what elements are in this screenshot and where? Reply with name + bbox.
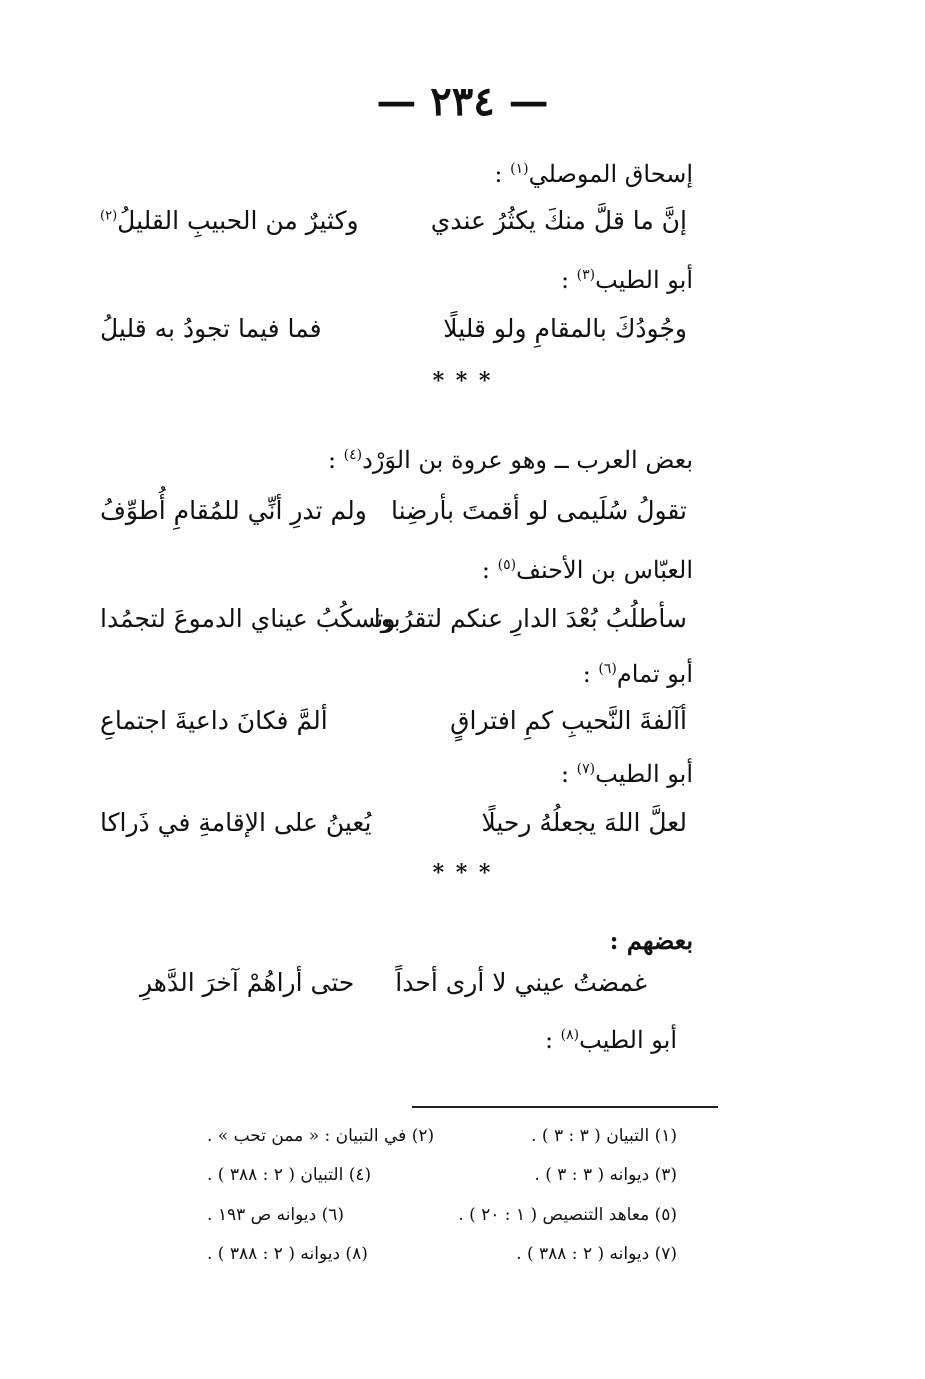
footnote-ref: (٧) — [576, 761, 596, 777]
verse-first-hemistich: أآلفةَ النَّحيبِ كمِ افتراقٍ — [450, 706, 687, 735]
footnote-ref: (٨) — [560, 1027, 580, 1043]
attribution-abu-tayyib — [561, 760, 693, 788]
footnote-row — [207, 1126, 677, 1156]
footnote-ref: (٥) — [497, 557, 517, 573]
footnote-divider — [412, 1106, 718, 1108]
footnote-ref: (٦) — [598, 661, 617, 677]
attribution-colon: : — [494, 160, 511, 188]
footnote: (٨) ديوانه ( ٢ : ٣٨٨ ) . — [207, 1244, 368, 1264]
attribution-colon: : — [560, 760, 577, 788]
footnote: (٥) معاهد التنصيص ( ١ : ٢٠ ) . — [458, 1205, 677, 1225]
attribution-text: إسحاق الموصلي — [528, 160, 693, 188]
verse-line — [100, 206, 687, 252]
attribution-abu-tayyib — [561, 266, 693, 294]
footnote-ref: (١) — [510, 161, 529, 177]
verse-first-hemistich: وجُودُكَ بالمقامِ ولو قليلًا — [443, 314, 687, 343]
attribution-colon: : — [544, 1026, 561, 1054]
verse-first-hemistich: لعلَّ اللهَ يجعلُهُ رحيلًا — [481, 808, 687, 837]
attribution-abu-tammam — [583, 660, 693, 688]
verse-second-hemistich: فما فيما تجودُ به قليلُ — [100, 314, 322, 343]
page-number: — ٢٣٤ — — [376, 78, 549, 125]
footnote: (٣) ديوانه ( ٣ : ٣ ) . — [534, 1165, 677, 1185]
footnote: (٧) ديوانه ( ٢ : ٣٨٨ ) . — [516, 1244, 677, 1264]
footnote-row — [207, 1244, 677, 1274]
footnote-ref: (٤) — [343, 447, 363, 463]
footnote-row — [207, 1205, 677, 1235]
attribution-colon: : — [481, 556, 498, 584]
attribution-abbas-ibn-ahnaf — [482, 556, 693, 584]
footnote: (٢) في التبيان : « ممن تحب » . — [207, 1126, 435, 1146]
verse-first-hemistich: سأطلُبُ بُعْدَ الدارِ عنكم لتقرُبوا — [373, 604, 687, 633]
attribution-colon: : — [560, 266, 577, 294]
verse-line — [100, 604, 687, 650]
attribution-text: أبو الطيب — [579, 1026, 677, 1054]
attribution-text: أبو تمام — [616, 660, 693, 688]
verse-second-hemistich: يُعينُ على الإقامةِ في ذَراكا — [100, 808, 372, 837]
verse-second-hemistich: ولم تدرِ أنِّي للمُقامِ أُطوِّفُ — [100, 496, 367, 525]
footnote: (٦) ديوانه ص ١٩٣ . — [207, 1205, 345, 1225]
verse-line — [140, 968, 647, 1014]
section-separator: * * * — [432, 368, 493, 394]
verse-line — [100, 496, 687, 542]
attribution-urwa-ibn-ward — [328, 446, 693, 474]
verse-second-hemistich: ألمَّ فكانَ داعيةَ اجتماعِ — [100, 706, 328, 735]
verse-text: وكثيرٌ من الحبيبِ القليلُ — [117, 206, 359, 235]
verse-line — [100, 314, 687, 360]
attribution-text: العبّاس بن الأحنف — [516, 556, 693, 584]
attribution-abu-tayyib — [545, 1026, 677, 1054]
footnote-row — [207, 1165, 677, 1195]
verse-second-hemistich: وتسكُبُ عيناي الدموعَ لتجمُدا — [100, 604, 396, 633]
attribution-some-poet — [610, 926, 693, 955]
attribution-text: أبو الطيب — [595, 266, 693, 294]
footnote-ref: (٣) — [576, 267, 596, 283]
attribution-ishaq-mawsili — [494, 160, 693, 188]
verse-first-hemistich: غمضتُ عيني لا أرى أحداً — [395, 968, 647, 997]
verse-second-hemistich — [100, 206, 359, 235]
attribution-colon: : — [327, 446, 344, 474]
section-separator: * * * — [432, 860, 493, 886]
verse-first-hemistich: تقولُ سُلَيمى لو أقمتَ بأرضِنا — [391, 496, 687, 525]
verse-first-hemistich: إنَّ ما قلَّ منكَ يكثُرُ عندي — [430, 206, 687, 235]
footnote: (١) التبيان ( ٣ : ٣ ) . — [531, 1126, 677, 1146]
verse-line — [100, 706, 687, 752]
footnote: (٤) التبيان ( ٢ : ٣٨٨ ) . — [207, 1165, 372, 1185]
verse-second-hemistich: حتى أراهُمْ آخرَ الدَّهرِ — [140, 968, 355, 997]
attribution-colon: : — [609, 926, 627, 955]
attribution-text: بعض العرب ــ وهو عروة بن الوَرْد — [362, 446, 693, 474]
attribution-colon: : — [582, 660, 599, 688]
attribution-text: بعضهم — [626, 926, 693, 955]
verse-line — [100, 808, 687, 854]
footnote-ref: (٢) — [100, 208, 118, 224]
attribution-text: أبو الطيب — [595, 760, 693, 788]
